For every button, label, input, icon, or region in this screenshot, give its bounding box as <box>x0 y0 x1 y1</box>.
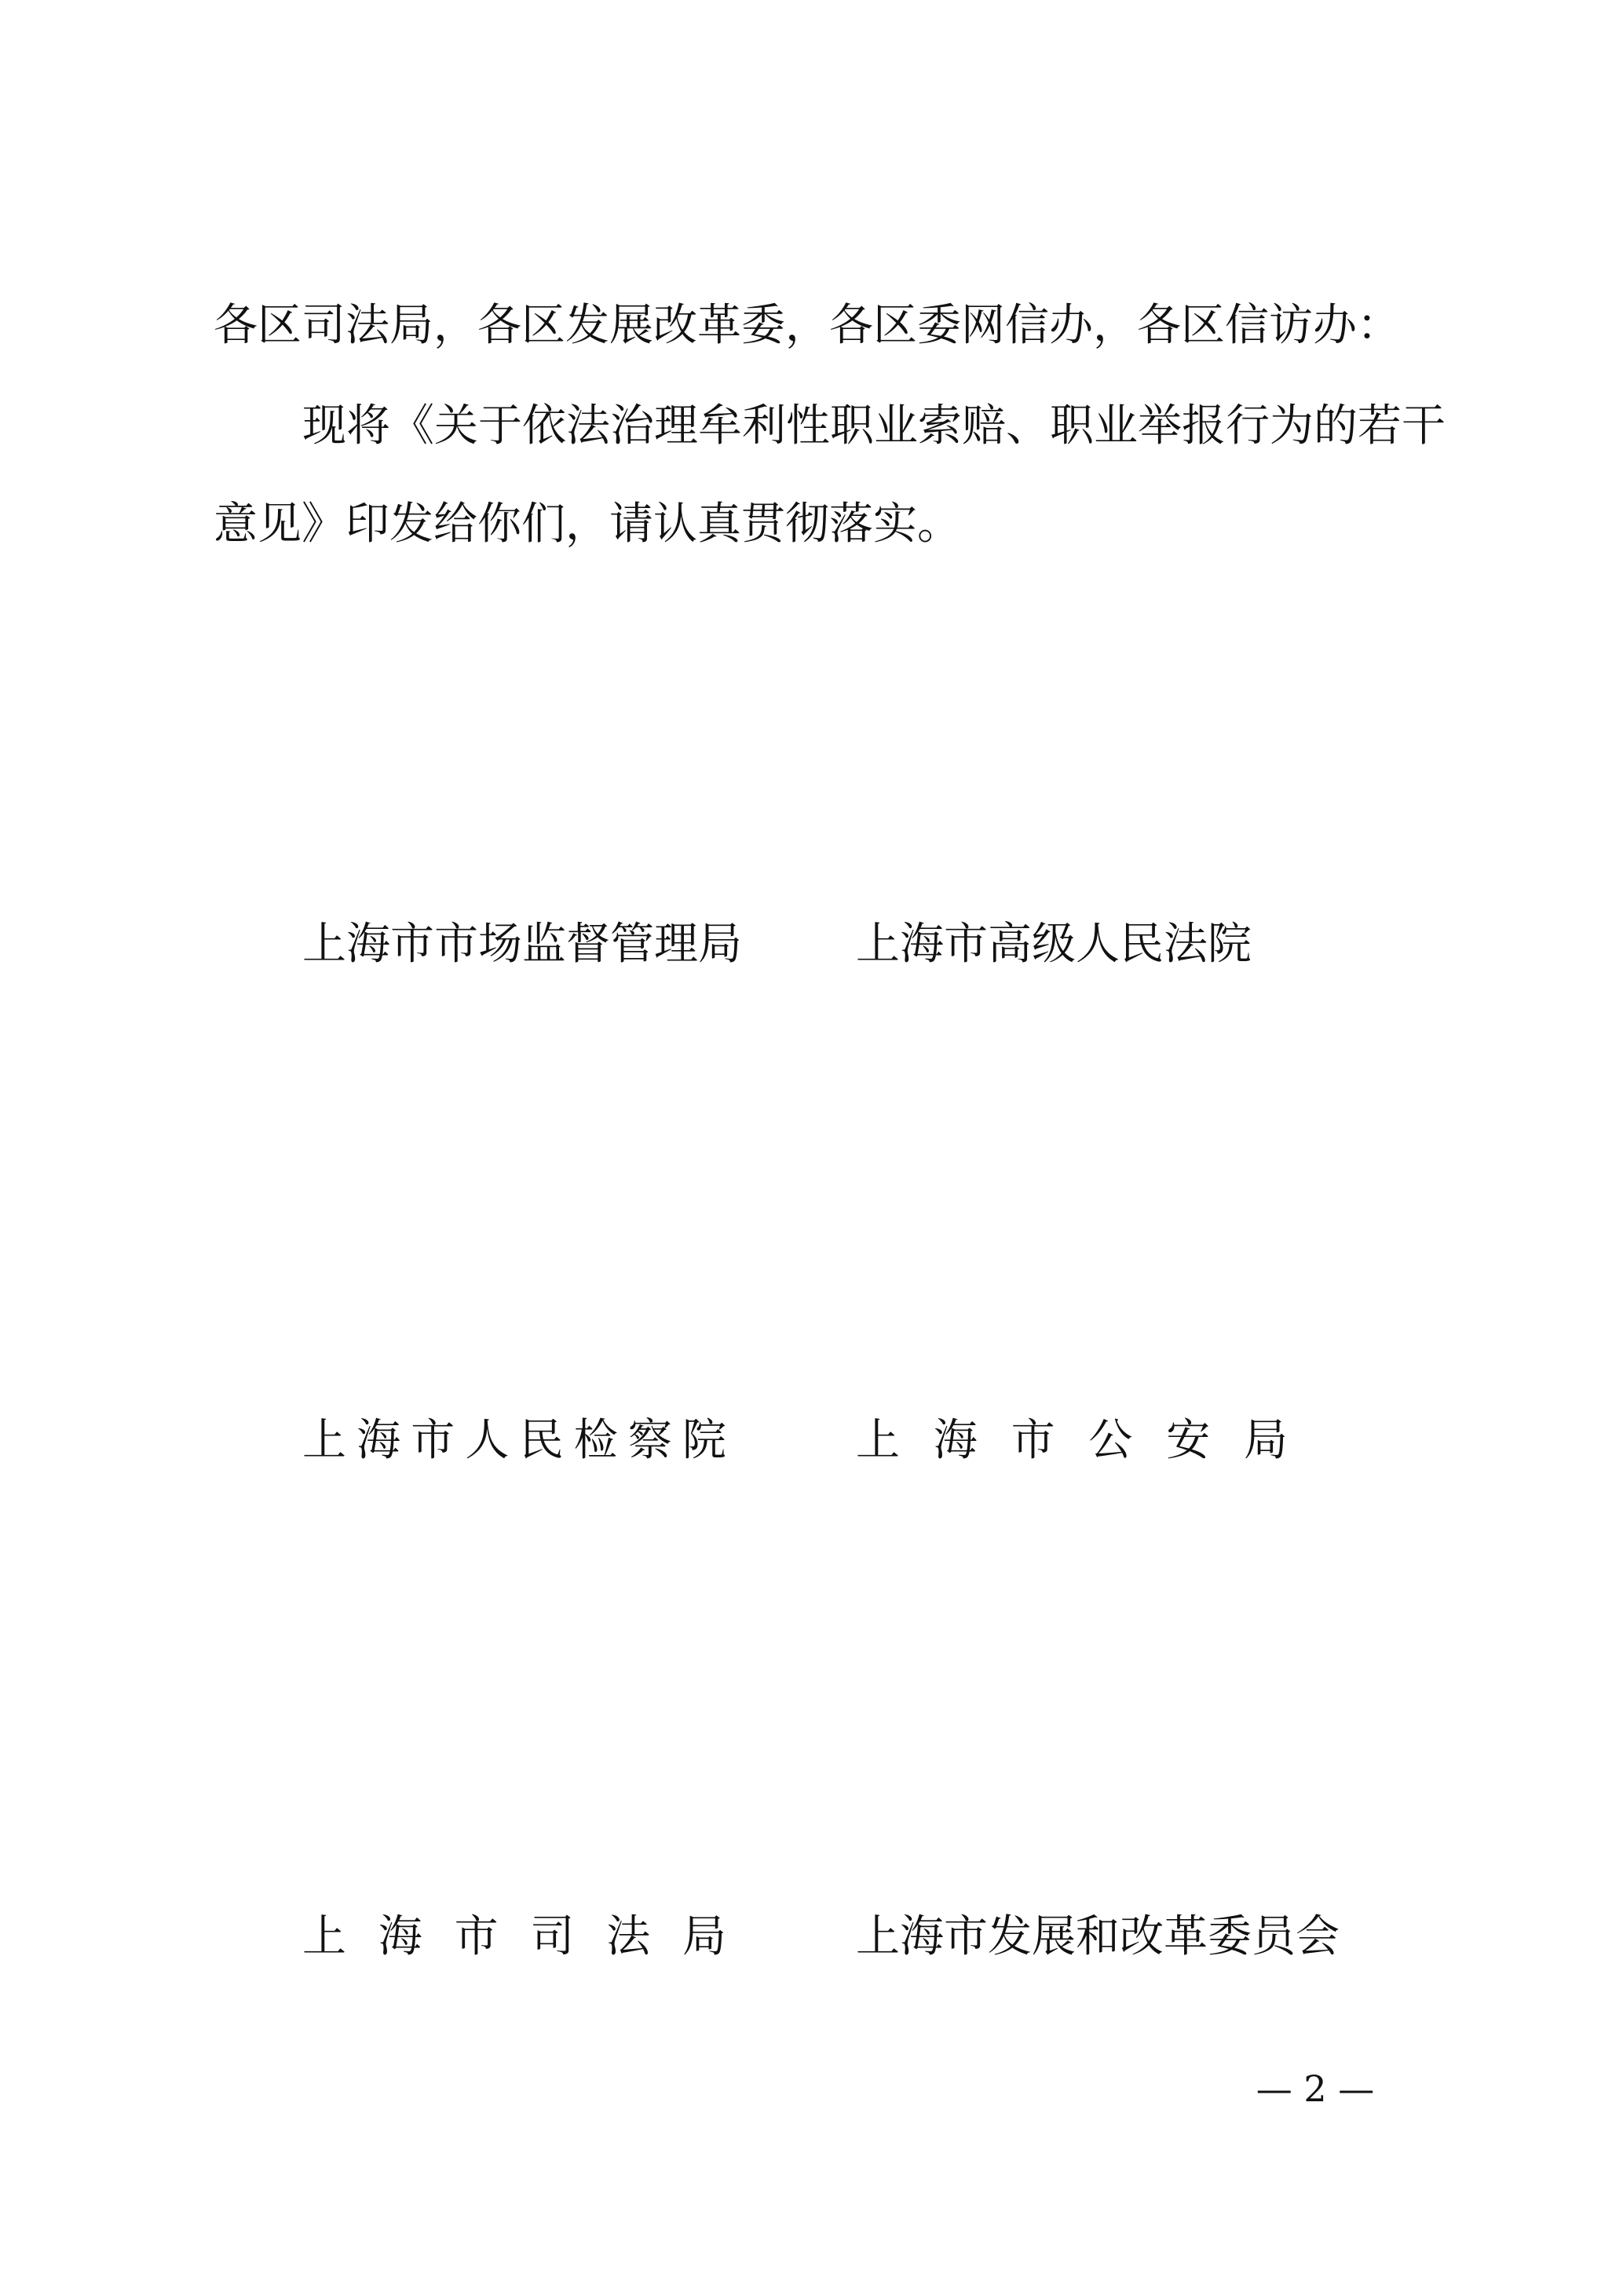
body-line-1: 现将《关于依法治理牟利性职业索赔、职业举报行为的若干 <box>302 400 1446 452</box>
signatory-char: 海 <box>378 1911 422 1962</box>
signatory-char: 海 <box>356 1415 401 1466</box>
signatory-char: 市 <box>411 1415 455 1466</box>
signatory-char: 市 <box>454 1911 499 1962</box>
signatory-char: 市 <box>1011 1415 1055 1466</box>
signatory-char: 人 <box>465 1415 510 1466</box>
signatory-char: 民 <box>519 1415 564 1466</box>
signatory-high-court: 上海市高级人民法院 <box>856 919 1252 970</box>
body-line-2: 意见》印发给你们，请认真贯彻落实。 <box>214 499 961 550</box>
signatory-market-supervision: 上海市市场监督管理局 <box>302 919 742 970</box>
page-number: — 2 — <box>1256 2067 1375 2110</box>
signatory-procuratorate <box>302 1413 726 1468</box>
signatory-char: 司 <box>530 1911 575 1962</box>
signatory-char: 局 <box>682 1911 726 1962</box>
signatory-justice-bureau <box>302 1910 726 1965</box>
signatory-char: 上 <box>302 1415 346 1466</box>
signatory-char: 院 <box>682 1415 726 1466</box>
addressee-line: 各区司法局，各区发展改革委，各区委网信办，各区信访办： <box>214 300 1401 351</box>
signatory-char: 公 <box>1088 1415 1133 1466</box>
signatory-char: 上 <box>302 1911 346 1962</box>
signatory-char: 察 <box>627 1415 672 1466</box>
signatory-development-reform: 上海市发展和改革委员会 <box>856 1911 1340 1962</box>
signatory-char: 法 <box>606 1911 651 1962</box>
signatory-char: 安 <box>1166 1415 1211 1466</box>
signatory-char: 海 <box>933 1415 978 1466</box>
signatory-char: 上 <box>856 1415 900 1466</box>
signatory-public-security <box>856 1413 1288 1468</box>
signatory-char: 局 <box>1243 1415 1288 1466</box>
signatory-char: 检 <box>573 1415 618 1466</box>
